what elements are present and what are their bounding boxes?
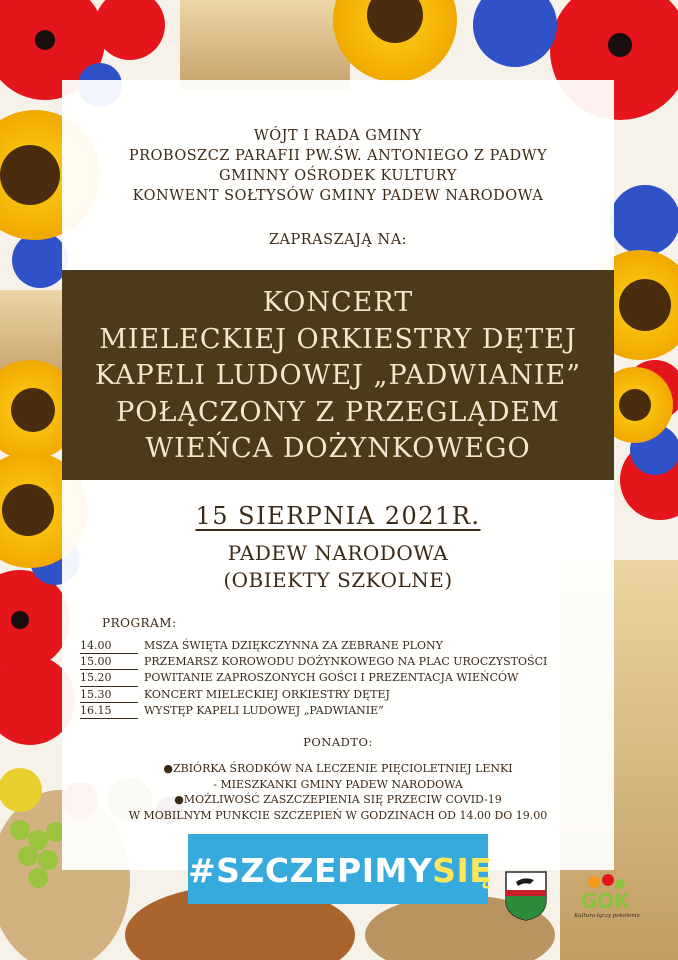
event-date-text: 15 SIERPNIA 2021R. bbox=[195, 502, 481, 530]
program-time: 16.15 bbox=[80, 703, 138, 719]
program-text: PRZEMARSZ KOROWODU DOŻYNKOWEGO NA PLAC UROCZYSTOŚCI bbox=[144, 655, 548, 669]
title-line: POŁĄCZONY Z PRZEGLĄDEM bbox=[116, 396, 560, 428]
place-line: (OBIEKTY SZKOLNE) bbox=[223, 568, 453, 592]
event-date bbox=[62, 502, 614, 530]
gok-logo-text: GOK bbox=[580, 889, 630, 913]
organizer-line: GMINNY OŚRODEK KULTURY bbox=[219, 168, 457, 184]
organizer-line: PROBOSZCZ PARAFII PW.ŚW. ANTONIEGO Z PADWY bbox=[128, 148, 548, 164]
municipality-crest-icon bbox=[504, 870, 548, 922]
invite-text: ZAPRASZAJĄ NA: bbox=[268, 232, 408, 248]
hashtag-part-1: #SZCZEPIMY bbox=[188, 851, 433, 890]
place-line: PADEW NARODOWA bbox=[227, 541, 449, 565]
program-text: MSZA ŚWIĘTA DZIĘKCZYNNA ZA ZEBRANE PLONY bbox=[144, 639, 443, 652]
event-title bbox=[62, 285, 614, 468]
program-row bbox=[80, 638, 547, 654]
program-time: 14.00 bbox=[80, 638, 138, 654]
gok-slogan: Kultura łączy pokolenia bbox=[574, 913, 640, 919]
program-text: WYSTĘP KAPELI LUDOWEJ „PADWIANIE” bbox=[144, 703, 384, 717]
event-place bbox=[62, 540, 614, 594]
title-line: KONCERT bbox=[262, 287, 414, 318]
ponadto-line: W MOBILNYM PUNKCIE SZCZEPIEŃ W GODZINACH OD 14.00 DO 19.00 bbox=[128, 808, 548, 822]
title-line: WIEŃCA DOŻYNKOWEGO bbox=[145, 433, 531, 464]
title-line: MIELECKIEJ ORKIESTRY DĘTEJ bbox=[99, 323, 577, 355]
program-list bbox=[80, 638, 547, 719]
organizer-line: WÓJT I RADA GMINY bbox=[253, 128, 423, 144]
program-row bbox=[80, 703, 547, 719]
gok-logo-icon bbox=[562, 872, 648, 932]
ponadto-line: ●MOŻLIWOŚĆ ZASZCZEPIENIA SIĘ PRZECIW COVID-19 bbox=[174, 793, 502, 806]
program-row bbox=[80, 654, 547, 670]
program-time: 15.20 bbox=[80, 670, 138, 686]
program-time: 15.00 bbox=[80, 654, 138, 670]
program-row bbox=[80, 687, 547, 703]
organizer-line: KONWENT SOŁTYSÓW GMINY PADEW NARODOWA bbox=[132, 188, 544, 204]
ponadto-line: ●ZBIÓRKA ŚRODKÓW NA LECZENIE PIĘCIOLETNIEJ LENKI bbox=[163, 762, 513, 775]
organizers-list bbox=[62, 126, 614, 206]
program-text: KONCERT MIELECKIEJ ORKIESTRY DĘTEJ bbox=[144, 687, 390, 701]
program-label: PROGRAM: bbox=[102, 616, 177, 630]
hashtag-part-2: SIĘ bbox=[432, 851, 493, 890]
ponadto-list bbox=[62, 761, 614, 823]
ponadto-line: - MIESZKANKI GMINY PADEW NARODOWA bbox=[213, 777, 463, 791]
program-text: POWITANIE ZAPROSZONYCH GOŚCI I PREZENTACJA WIEŃCÓW bbox=[144, 671, 519, 685]
program-row bbox=[80, 670, 547, 686]
title-line: KAPELI LUDOWEJ „PADWIANIE” bbox=[94, 360, 582, 391]
program-time: 15.30 bbox=[80, 687, 138, 703]
hashtag-text bbox=[188, 851, 493, 890]
ponadto-label: PONADTO: bbox=[303, 735, 373, 749]
